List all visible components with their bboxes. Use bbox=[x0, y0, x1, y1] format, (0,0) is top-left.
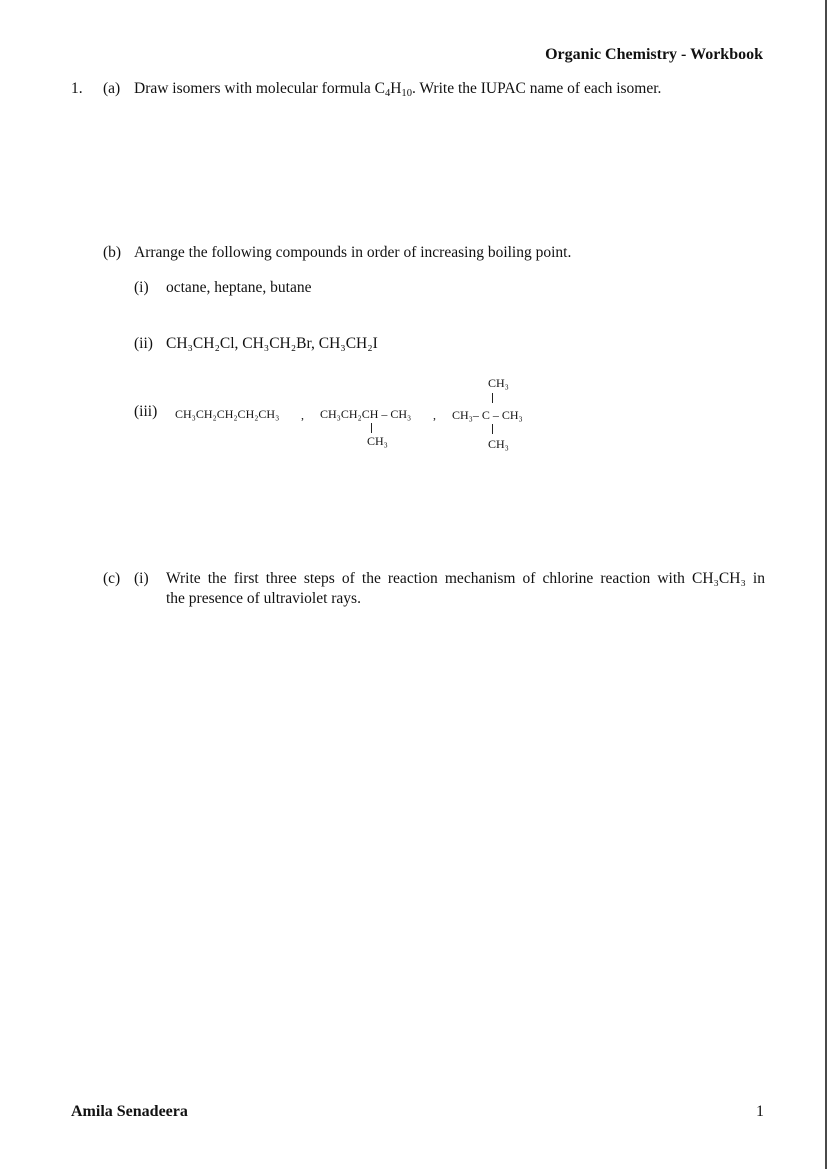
bond-line bbox=[371, 423, 372, 433]
bond-line bbox=[492, 424, 493, 434]
part-c-i-label: (i) bbox=[134, 570, 149, 587]
part-a-text: Draw isomers with molecular formula $C_4H_{10}$. Write the IUPAC name of each isomer. bbox=[134, 80, 662, 100]
compound-methylbutane-main: CH₃CH₂CH – CH₃ bbox=[320, 407, 412, 421]
compound-methylbutane-branch: CH₃ bbox=[367, 434, 388, 448]
question-number: 1. bbox=[71, 80, 83, 97]
part-b-text: Arrange the following compounds in order of increasing boiling point. bbox=[134, 244, 572, 261]
comma-separator: , bbox=[433, 408, 436, 422]
compound-dimethylpropane-bottom: CH₃ bbox=[488, 437, 509, 451]
compound-pentane: CH₃CH₂CH₂CH₂CH₃ bbox=[175, 407, 280, 421]
part-b-i-label: (i) bbox=[134, 279, 149, 296]
compound-dimethylpropane-top: CH₃ bbox=[488, 376, 509, 390]
part-b-iii-label: (iii) bbox=[134, 403, 158, 420]
page-number: 1 bbox=[756, 1103, 764, 1120]
bond-line bbox=[492, 393, 493, 403]
part-b-i-text: octane, heptane, butane bbox=[166, 279, 312, 296]
part-b-ii-text: CH₃CH₂Cl, CH₃CH₂Br, CH₃CH₂I bbox=[166, 335, 378, 352]
part-b-label: (b) bbox=[103, 244, 122, 261]
compound-dimethylpropane-main: CH₃– C – CH₃ bbox=[452, 408, 523, 422]
part-c-i-line1: Write the first three steps of the reaction mechanism of chlorine reaction with CH₃CH₃ in bbox=[166, 570, 765, 587]
comma-separator: , bbox=[301, 408, 304, 422]
part-c-label: (c) bbox=[103, 570, 121, 587]
part-b-ii-label: (ii) bbox=[134, 335, 153, 352]
footer-author: Amila Senadeera bbox=[71, 1103, 188, 1120]
part-a-label: (a) bbox=[103, 80, 121, 97]
header-title: Organic Chemistry - Workbook bbox=[545, 46, 763, 63]
part-c-i-line2: the presence of ultraviolet rays. bbox=[166, 590, 361, 607]
